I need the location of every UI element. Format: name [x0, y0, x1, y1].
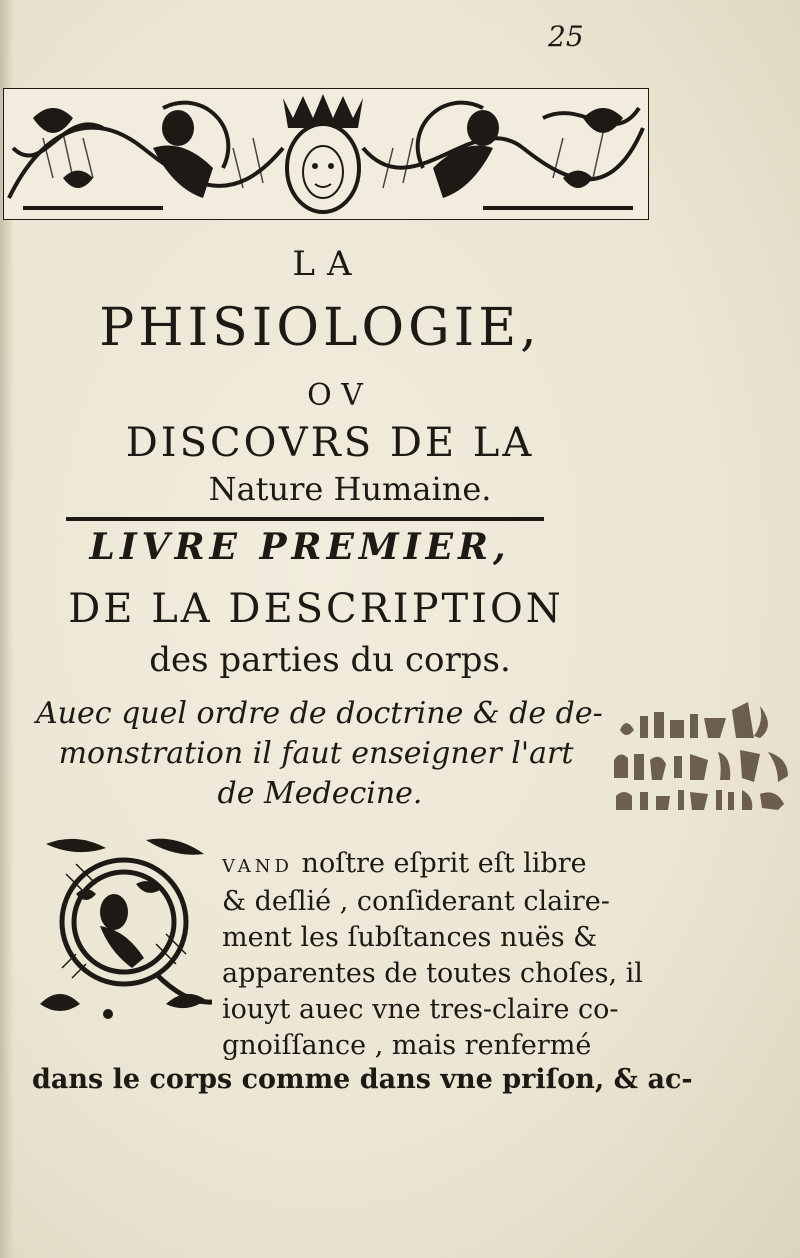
title-discovrs: DISCOVRS DE LA: [125, 420, 535, 466]
body-line-1: [222, 848, 587, 879]
page-number: 25: [548, 20, 584, 53]
book-subtitle-2: des parties du corps.: [149, 640, 511, 680]
body-line-2: & deſlié , conſiderant claire-: [222, 886, 610, 917]
body-line-3: ment les ſubſtances nuës &: [222, 922, 598, 953]
book-subtitle: DE LA DESCRIPTION: [68, 586, 564, 632]
intro-line-2: monstration il faut enseigner l'art: [58, 736, 574, 771]
intro-line-1: Auec quel ordre de doctrine & de de-: [36, 696, 603, 731]
horizontal-rule: [66, 517, 544, 521]
library-stamp-icon: [610, 700, 800, 816]
body-line-7: dans le corps comme dans vne priſon, & ac-: [32, 1064, 693, 1095]
ornamental-headpiece-icon: [3, 88, 649, 220]
body-smallcaps: VAND: [222, 856, 293, 877]
body-line-6: gnoiſſance , mais renfermé: [222, 1030, 592, 1061]
body-line-4: apparentes de toutes choſes, il: [222, 958, 643, 989]
title-phisiologie: PHISIOLOGIE,: [99, 298, 541, 358]
title-nature-humaine: Nature Humaine.: [208, 470, 492, 508]
title-la: LA: [292, 244, 364, 284]
book-heading: LIVRE PREMIER,: [89, 526, 511, 568]
intro-line-3: de Medecine.: [217, 776, 423, 811]
decorated-initial-q-icon: [36, 834, 212, 1022]
title-ov: OV: [307, 378, 373, 413]
body-line-5: iouyt auec vne tres-claire co-: [222, 994, 619, 1025]
body-line-1-rest: noſtre eſprit eſt libre: [292, 848, 587, 879]
